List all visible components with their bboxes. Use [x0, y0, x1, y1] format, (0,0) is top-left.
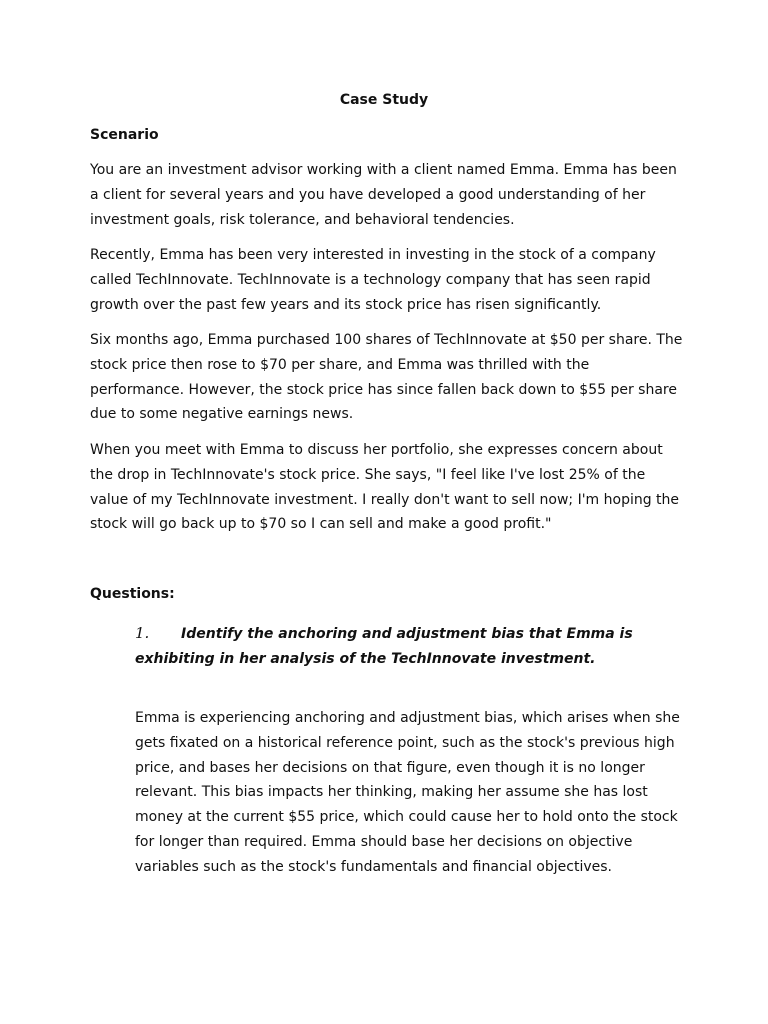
- question-item: [135, 621, 655, 672]
- question-text: Identify the anchoring and adjustment bias that Emma is exhibiting in her analysis of the TechInnovate investment.: [135, 626, 633, 667]
- scenario-paragraph: When you meet with Emma to discuss her portfolio, she expresses concern about the drop in TechInnovate's stock price. She says, "I feel like I've lost 25% of the value of my TechInnovate investment. I really don't want to sell now; I'm hoping the stock will go back up to $70 so I can sell and make a good profit.": [90, 442, 680, 533]
- answer-paragraph: Emma is experiencing anchoring and adjustment bias, which arises when she gets fixated on a historical reference point, such as the stock's previous high price, and bases her decisions on that figure, even though it is no longer relevant. This bias impacts her thinking, making her assume she has lost money at the current $55 price, which could cause her to hold onto the stock for longer than required. Emma should base her decisions on objective variables such as the stock's fundamentals and financial objectives.: [135, 710, 680, 875]
- scenario-paragraph: You are an investment advisor working with a client named Emma. Emma has been a client for several years and you have developed a good understanding of her investment goals, risk tolerance, and behavioral tendencies.: [90, 162, 677, 228]
- scenario-paragraph: Recently, Emma has been very interested in investing in the stock of a company called TechInnovate. TechInnovate is a technology company that has seen rapid growth over the past few years and its stock price has risen significantly.: [90, 247, 656, 313]
- question-number: 1.: [135, 624, 150, 642]
- page-title: Case Study: [339, 92, 429, 108]
- scenario-paragraph: Six months ago, Emma purchased 100 shares of TechInnovate at $50 per share. The stock price then rose to $70 per share, and Emma was thrilled with the performance. However, the stock price has since fallen back down to $55 per share due to some negative earnings news.: [90, 332, 683, 423]
- scenario-heading: Scenario: [90, 127, 159, 143]
- questions-heading: Questions:: [90, 586, 175, 602]
